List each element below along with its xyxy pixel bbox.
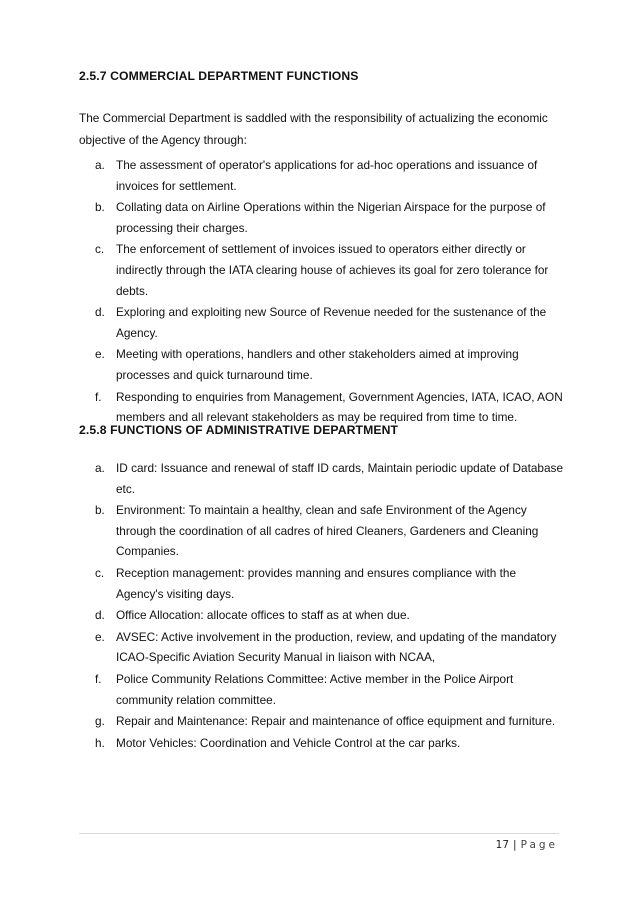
list-item (79, 605, 565, 626)
list-item-text: ID card: Issuance and renewal of staff ID cards, Maintain periodic update of Database etc. (116, 461, 564, 496)
list-item-text: Environment: To maintain a healthy, clean and safe Environment of the Agency through the coordination of all cadres of hired Cleaners, Gardeners and Cleaning Companies. (116, 503, 539, 559)
list-item (79, 711, 565, 732)
list-item-text: Responding to enquiries from Management, Government Agencies, IATA, ICAO, AON members and all relevant stakeholders as may be required from time to time. (116, 389, 563, 425)
section-intro-paragraph: The Commercial Department is saddled with the responsibility of actualizing the economic objective of the Agency through: (79, 111, 548, 147)
list-marker: c. (95, 565, 105, 580)
list-item (79, 344, 565, 385)
page-footer (496, 839, 558, 851)
list-item (79, 239, 565, 301)
list-item (79, 387, 565, 428)
list-marker: d. (95, 608, 105, 623)
list-item (79, 563, 565, 604)
list-item (79, 155, 565, 196)
list-item (79, 458, 565, 499)
page-label: Page (520, 839, 558, 851)
list-item (79, 669, 565, 710)
list-marker: b. (95, 503, 105, 518)
section-heading-commercial: 2.5.7 COMMERCIAL DEPARTMENT FUNCTIONS (79, 69, 359, 83)
list-marker: d. (95, 305, 105, 320)
list-item-text: Collating data on Airline Operations within the Nigerian Airspace for the purpose of processing their charges. (116, 200, 546, 235)
list-marker: b. (95, 200, 105, 215)
list-marker: a. (95, 158, 105, 172)
list-item (79, 197, 565, 238)
list-item-text: The enforcement of settlement of invoices issued to operators either directly or indirectly through the IATA clearing house of achieves its goal for zero tolerance for debts. (116, 242, 549, 298)
list-marker: f. (95, 389, 102, 404)
list-item-text: Reception management: provides manning and ensures compliance with the Agency's visiting days. (116, 565, 517, 601)
list-item-text: Exploring and exploiting new Source of Revenue needed for the sustenance of the Agency. (116, 305, 547, 340)
list-item-text: Motor Vehicles: Coordination and Vehicle Control at the car parks. (116, 735, 461, 750)
list-item (79, 627, 565, 668)
page-number: 17 (495, 839, 510, 851)
list-marker: h. (95, 735, 105, 750)
list-item-text: The assessment of operator's applications for ad-hoc operations and issuance of invoices for settlement. (116, 158, 538, 193)
list-item-text: AVSEC: Active involvement in the production, review, and updating of the mandatory ICAO-Specific Aviation Security Manual in liaison with NCAA, (116, 629, 557, 665)
list-item (79, 733, 565, 754)
list-item-text: Office Allocation: allocate offices to staff as at when due. (116, 608, 410, 623)
list-marker: a. (95, 461, 105, 475)
list-item-text: Meeting with operations, handlers and other stakeholders aimed at improving processes and quick turnaround time. (116, 347, 519, 382)
list-item (79, 500, 565, 562)
list-marker: c. (95, 242, 105, 257)
section-heading-administrative: 2.5.8 FUNCTIONS OF ADMINISTRATIVE DEPARTMENT (79, 423, 399, 437)
list-item-text: Repair and Maintenance: Repair and maintenance of office equipment and furniture. (116, 714, 556, 729)
commercial-functions-list (79, 155, 565, 429)
administrative-functions-list (79, 458, 565, 754)
list-marker: e. (95, 347, 105, 362)
list-item-text: Police Community Relations Committee: Active member in the Police Airport community relation committee. (116, 671, 514, 707)
list-marker: f. (95, 671, 102, 686)
footer-divider (79, 833, 559, 834)
footer-separator: | (513, 839, 517, 851)
list-item (79, 302, 565, 343)
list-marker: e. (95, 629, 105, 644)
list-marker: g. (95, 714, 105, 729)
